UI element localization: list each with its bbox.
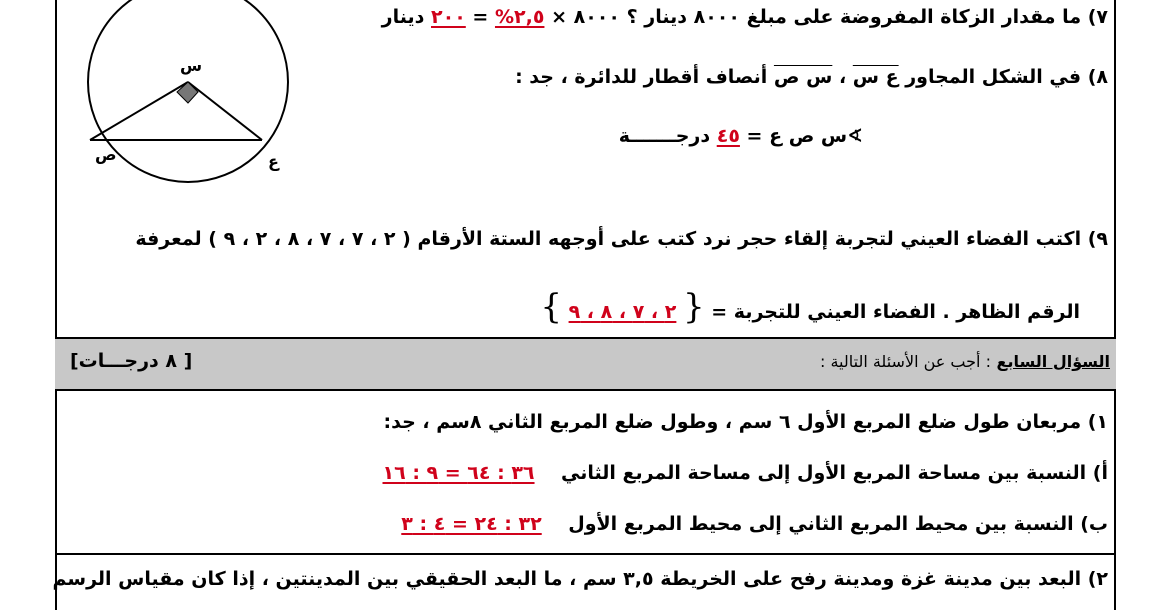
q7-percent: ٢,٥% — [494, 6, 545, 28]
section7-instruction: : أجب عن الأسئلة التالية : — [819, 352, 991, 371]
q8-segment-2: س ص — [773, 66, 833, 88]
s7q1-a-answer: ٣٦ : ٦٤ = ٩ : ١٦ — [382, 462, 535, 484]
q8-segment-1: ع س — [852, 66, 899, 88]
chord-right — [188, 82, 262, 140]
s7q2-line1: ٢) البعد بين مدينة غزة ومدينة رفح على الخريطة ٣,٥ سم ، ما البعد الحقيقي بين المدينتين ، إذا كان مقياس الرسم — [52, 568, 1108, 590]
section-divider — [55, 553, 1116, 555]
section7-title: السؤال السابع — [996, 352, 1110, 371]
q8-line1-start: ٨) في الشكل المجاور — [905, 66, 1108, 88]
q8-line1-end: أنصاف أقطار للدائرة ، جد : — [515, 66, 768, 88]
q9-line1: ٩) اكتب الفضاء العيني لتجربة إلقاء حجر نرد كتب على أوجهه الستة الأرقام ( ٢ ، ٧ ، ٧ ، ٨ ، ٢ ، ٩ ) لمعرفة — [135, 228, 1108, 250]
q8-line2 — [619, 125, 863, 147]
circle-diagram — [80, 0, 310, 215]
diagram-label-top: س — [180, 56, 203, 75]
q8-answer: ٤٥ — [716, 125, 740, 147]
q7-unit: دينار — [381, 6, 425, 28]
s7q1-part-b — [401, 513, 1108, 535]
q7-equals: = — [472, 6, 489, 28]
s7q1-line1: ١) مربعان طول ضلع المربع الأول ٦ سم ، وطول ضلع المربع الثاني ٨سم ، جد: — [383, 411, 1108, 433]
q8-unit: درجـــــــة — [618, 125, 711, 147]
section7-marks: [ ٨ درجـــات] — [70, 350, 193, 372]
chord-left — [90, 82, 188, 140]
q9-answer: ٢ ، ٧ ، ٨ ، ٩ — [568, 301, 677, 323]
s7q1-a-text: أ) النسبة بين مساحة المربع الأول إلى مساحة المربع الثاني — [561, 462, 1108, 484]
q8-line1 — [515, 66, 1108, 88]
diagram-label-right: ع — [268, 152, 279, 171]
q8-comma: ، — [838, 66, 847, 88]
section7-heading — [820, 352, 1110, 371]
right-angle-marker — [177, 82, 198, 103]
diagram-label-left: ص — [95, 145, 117, 164]
left-border — [55, 0, 57, 610]
q9-line2 — [540, 287, 1080, 327]
q9-line2-text: الرقم الظاهر . الفضاء العيني للتجربة = — [711, 301, 1080, 323]
q8-angle-label: ∢س ص ع — [769, 125, 863, 147]
right-border — [1114, 0, 1116, 610]
s7q1-b-gap — [548, 513, 561, 535]
q9-brace-close: } — [540, 287, 562, 327]
s7q1-b-text: ب) النسبة بين محيط المربع الثاني إلى محيط المربع الأول — [568, 513, 1108, 535]
s7q1-a-gap — [541, 462, 554, 484]
q9-brace-open: { — [683, 287, 705, 327]
q7-answer: ٢٠٠ — [431, 6, 466, 28]
q7-line — [382, 6, 1108, 28]
s7q1-b-answer: ٣٢ : ٢٤ = ٤ : ٣ — [401, 513, 542, 535]
q7-text: ٧) ما مقدار الزكاة المفروضة على مبلغ ٨٠٠٠ دينار ؟ ٨٠٠٠ × — [551, 6, 1108, 28]
s7q1-part-a — [383, 462, 1109, 484]
q8-equals: = — [746, 125, 763, 147]
